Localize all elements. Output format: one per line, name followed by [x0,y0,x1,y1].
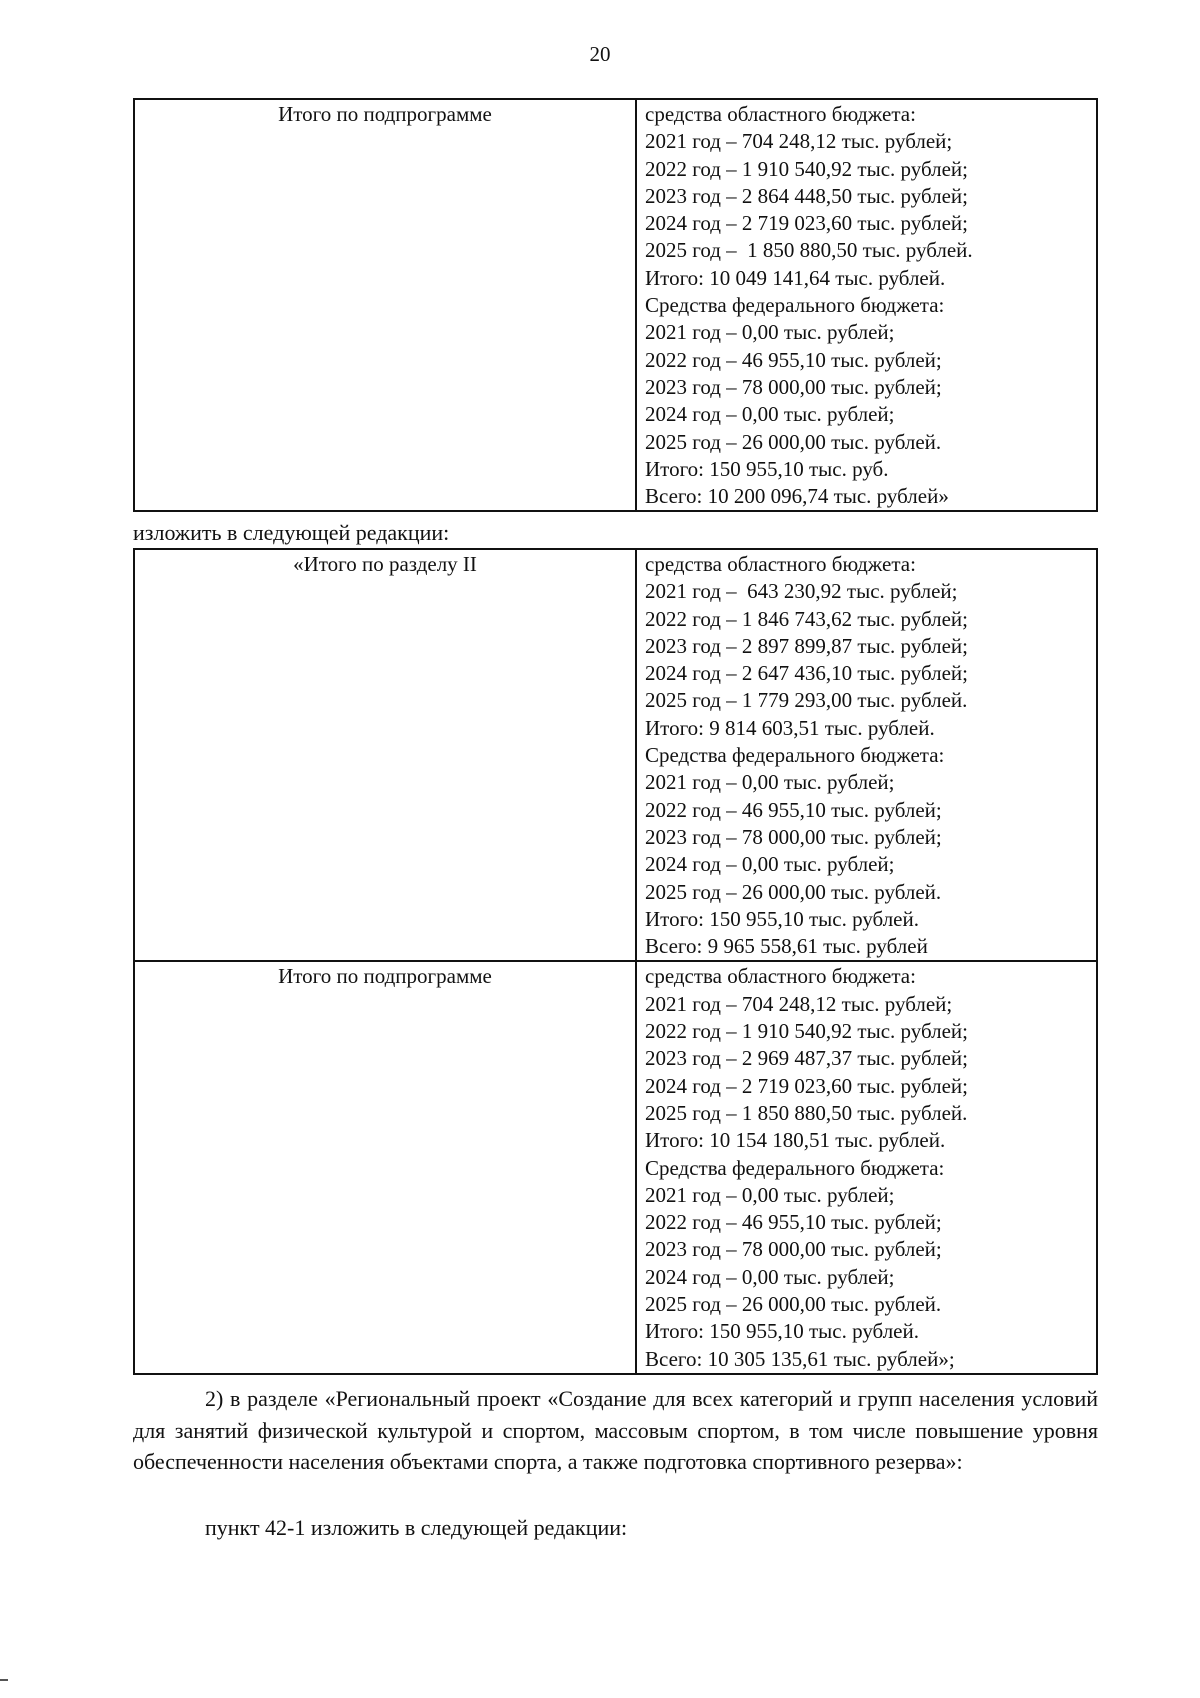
budget-line: 2025 год – 1 779 293,00 тыс. рублей. [645,688,968,713]
budget-line: 2022 год – 46 955,10 тыс. рублей; [645,797,942,822]
budget-line: Итого: 10 154 180,51 тыс. рублей. [645,1128,946,1153]
section-paragraph: 2) в разделе «Региональный проект «Создание для всех категорий и групп населения условий для занятий физической культурой и спортом, массовым спортом, в том числе повышение уровня обеспеченности населения объектами спорта, а также подготовка спортивного резерва»: [133,1386,1098,1474]
budget-line: 2022 год – 1 910 540,92 тыс. рублей; [645,1019,969,1044]
budget-line: 2023 год – 78 000,00 тыс. рублей; [645,374,942,399]
budget-line: Итого: 10 049 141,64 тыс. рублей. [645,265,946,290]
budget-line: Средства федерального бюджета: [645,1155,945,1180]
budget-line: средства областного бюджета: [645,964,916,989]
budget-line: 2024 год – 0,00 тыс. рублей; [645,402,895,427]
budget-line: 2022 год – 1 910 540,92 тыс. рублей; [645,156,969,181]
budget-line: 2023 год – 78 000,00 тыс. рублей; [645,824,942,849]
budget-line: Всего: 10 200 096,74 тыс. рублей» [645,484,949,509]
budget-line: 2023 год – 2 897 899,87 тыс. рублей; [645,633,969,658]
budget-line: Итого: 150 955,10 тыс. рублей. [645,1319,919,1344]
budget-line: 2023 год – 78 000,00 тыс. рублей; [645,1237,942,1262]
budget-details-cell [636,549,1097,961]
budget-line: Итого: 9 814 603,51 тыс. рублей. [645,715,935,740]
budget-table-old [133,98,1098,512]
budget-line: средства областного бюджета: [645,552,916,576]
budget-line: 2023 год – 2 969 487,37 тыс. рублей; [645,1046,969,1071]
budget-line: Средства федерального бюджета: [645,293,945,318]
budget-line: 2021 год – 0,00 тыс. рублей; [645,320,895,345]
budget-line: средства областного бюджета: [645,102,916,126]
budget-line: 2025 год – 1 850 880,50 тыс. рублей. [645,238,973,263]
budget-line: 2024 год – 2 647 436,10 тыс. рублей; [645,661,969,686]
page-number: 20 [589,42,611,66]
budget-line: 2024 год – 2 719 023,60 тыс. рублей; [645,211,969,236]
row-label: Итого по подпрограмме [134,961,636,1373]
budget-table-new [133,548,1098,1375]
instruction-text: изложить в следующей редакции: [133,520,450,545]
budget-line: 2024 год – 2 719 023,60 тыс. рублей; [645,1073,969,1098]
table-row [134,99,1097,511]
budget-line: Итого: 150 955,10 тыс. руб. [645,456,889,481]
budget-line: 2022 год – 46 955,10 тыс. рублей; [645,347,942,372]
budget-line: 2025 год – 26 000,00 тыс. рублей. [645,1292,942,1317]
row-label: «Итого по разделу II [134,549,636,961]
budget-line: Итого: 150 955,10 тыс. рублей. [645,906,919,931]
budget-line: 2021 год – 0,00 тыс. рублей; [645,770,895,795]
budget-line: 2022 год – 46 955,10 тыс. рублей; [645,1210,942,1235]
budget-line: 2021 год – 0,00 тыс. рублей; [645,1182,895,1207]
item-paragraph: пункт 42-1 изложить в следующей редакции: [205,1515,628,1540]
budget-line: 2021 год – 643 230,92 тыс. рублей; [645,579,958,604]
budget-line: 2023 год – 2 864 448,50 тыс. рублей; [645,183,969,208]
budget-line: Всего: 10 305 135,61 тыс. рублей»; [645,1346,955,1371]
budget-line: Всего: 9 965 558,61 тыс. рублей [645,934,928,959]
budget-line: 2025 год – 26 000,00 тыс. рублей. [645,879,942,904]
budget-details-cell [636,961,1097,1373]
scan-mark [0,1679,8,1681]
budget-details-cell [636,99,1097,511]
budget-line: 2022 год – 1 846 743,62 тыс. рублей; [645,606,969,631]
budget-line: 2025 год – 1 850 880,50 тыс. рублей. [645,1100,968,1125]
table-row [134,961,1097,1373]
budget-line: 2024 год – 0,00 тыс. рублей; [645,1264,895,1289]
budget-line: 2021 год – 704 248,12 тыс. рублей; [645,991,953,1016]
budget-line: Средства федерального бюджета: [645,743,945,768]
row-label: Итого по подпрограмме [134,99,636,511]
budget-line: 2025 год – 26 000,00 тыс. рублей. [645,429,942,454]
budget-line: 2024 год – 0,00 тыс. рублей; [645,852,895,877]
table-row [134,549,1097,961]
budget-line: 2021 год – 704 248,12 тыс. рублей; [645,129,953,154]
